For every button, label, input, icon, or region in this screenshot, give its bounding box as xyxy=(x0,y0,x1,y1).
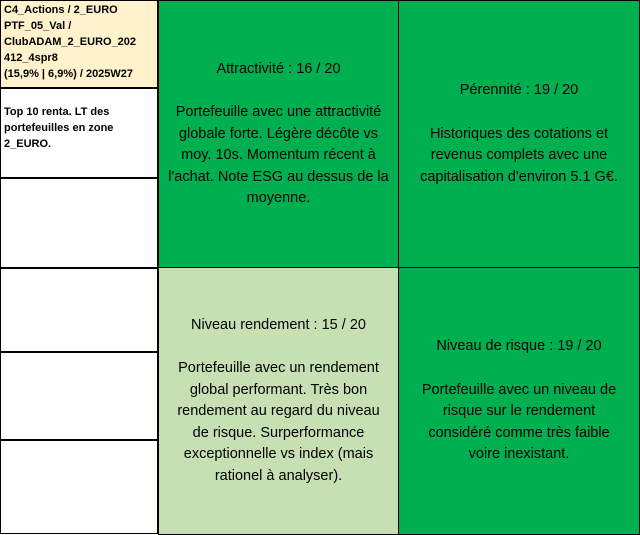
portfolio-description-cell[interactable] xyxy=(0,88,158,178)
portfolio-description-line: Top 10 renta. LT des xyxy=(4,106,110,118)
portfolio-header-line: C4_Actions / 2_EURO xyxy=(4,4,118,16)
rendement-text xyxy=(177,358,379,487)
attractivite-title: Attractivité : 16 / 20 xyxy=(216,60,341,77)
perennite-text-line: Historiques des cotations et xyxy=(429,125,609,142)
rendement-text-line: global performant. Très bon xyxy=(189,381,368,398)
perennite-text-line: capitalisation d'environ 5.1 G€. xyxy=(420,168,618,185)
risque-text xyxy=(422,380,616,466)
portfolio-description-line: 2_EURO. xyxy=(4,138,52,150)
risque-title: Niveau de risque : 19 / 20 xyxy=(436,338,602,355)
rendement-text-line: rationel à analyser). xyxy=(214,467,343,484)
rendement-text-line: Portefeuille avec un rendement xyxy=(178,360,379,377)
attractivite-text-line: Portefeuille avec une attractivité xyxy=(175,104,382,120)
rendement-text-line: rendement au regard du niveau xyxy=(177,403,380,420)
portfolio-header-line: ClubADAM_2_EURO_202 xyxy=(4,36,137,48)
portfolio-header-cell[interactable] xyxy=(0,0,158,88)
risque-panel[interactable] xyxy=(398,267,640,535)
portfolio-description-line: portefeuilles en zone xyxy=(4,122,114,134)
attractivite-panel[interactable] xyxy=(158,0,399,268)
attractivite-text xyxy=(168,102,388,210)
perennite-panel[interactable] xyxy=(398,0,640,268)
portfolio-header-line: (15,9% | 6,9%) / 2025W27 xyxy=(4,68,134,80)
rendement-title: Niveau rendement : 15 / 20 xyxy=(191,316,366,333)
risque-text-line: considéré comme très faible xyxy=(428,424,610,441)
perennite-text xyxy=(420,124,618,189)
empty-cell[interactable] xyxy=(0,268,158,352)
portfolio-header-line: 412_4spr8 xyxy=(4,52,58,64)
attractivite-text-line: l'achat. Note ESG au dessus de la xyxy=(168,168,389,185)
empty-cell[interactable] xyxy=(0,178,158,268)
rendement-text-line: exceptionnelle vs index (mais xyxy=(183,446,374,463)
rendement-text-line: de risque. Surperformance xyxy=(192,424,365,441)
attractivite-text-line: moyenne. xyxy=(246,190,311,206)
attractivite-text-line: moy. 10s. Momentum récent à xyxy=(181,147,376,163)
empty-cell[interactable] xyxy=(0,440,158,534)
risque-text-line: Portefeuille avec un niveau de xyxy=(421,381,617,398)
empty-cell[interactable] xyxy=(0,352,158,440)
risque-text-line: risque sur le rendement xyxy=(442,403,596,420)
perennite-title: Pérennité : 19 / 20 xyxy=(459,82,579,98)
portfolio-header-line: PTF_05_Val / xyxy=(4,20,72,32)
perennite-text-line: revenus complets avec une xyxy=(430,147,608,163)
attractivite-text-line: globale forte. Légère décôte vs xyxy=(178,125,379,142)
risque-text-line: voire inexistant. xyxy=(468,446,570,463)
rendement-panel[interactable] xyxy=(158,267,399,535)
